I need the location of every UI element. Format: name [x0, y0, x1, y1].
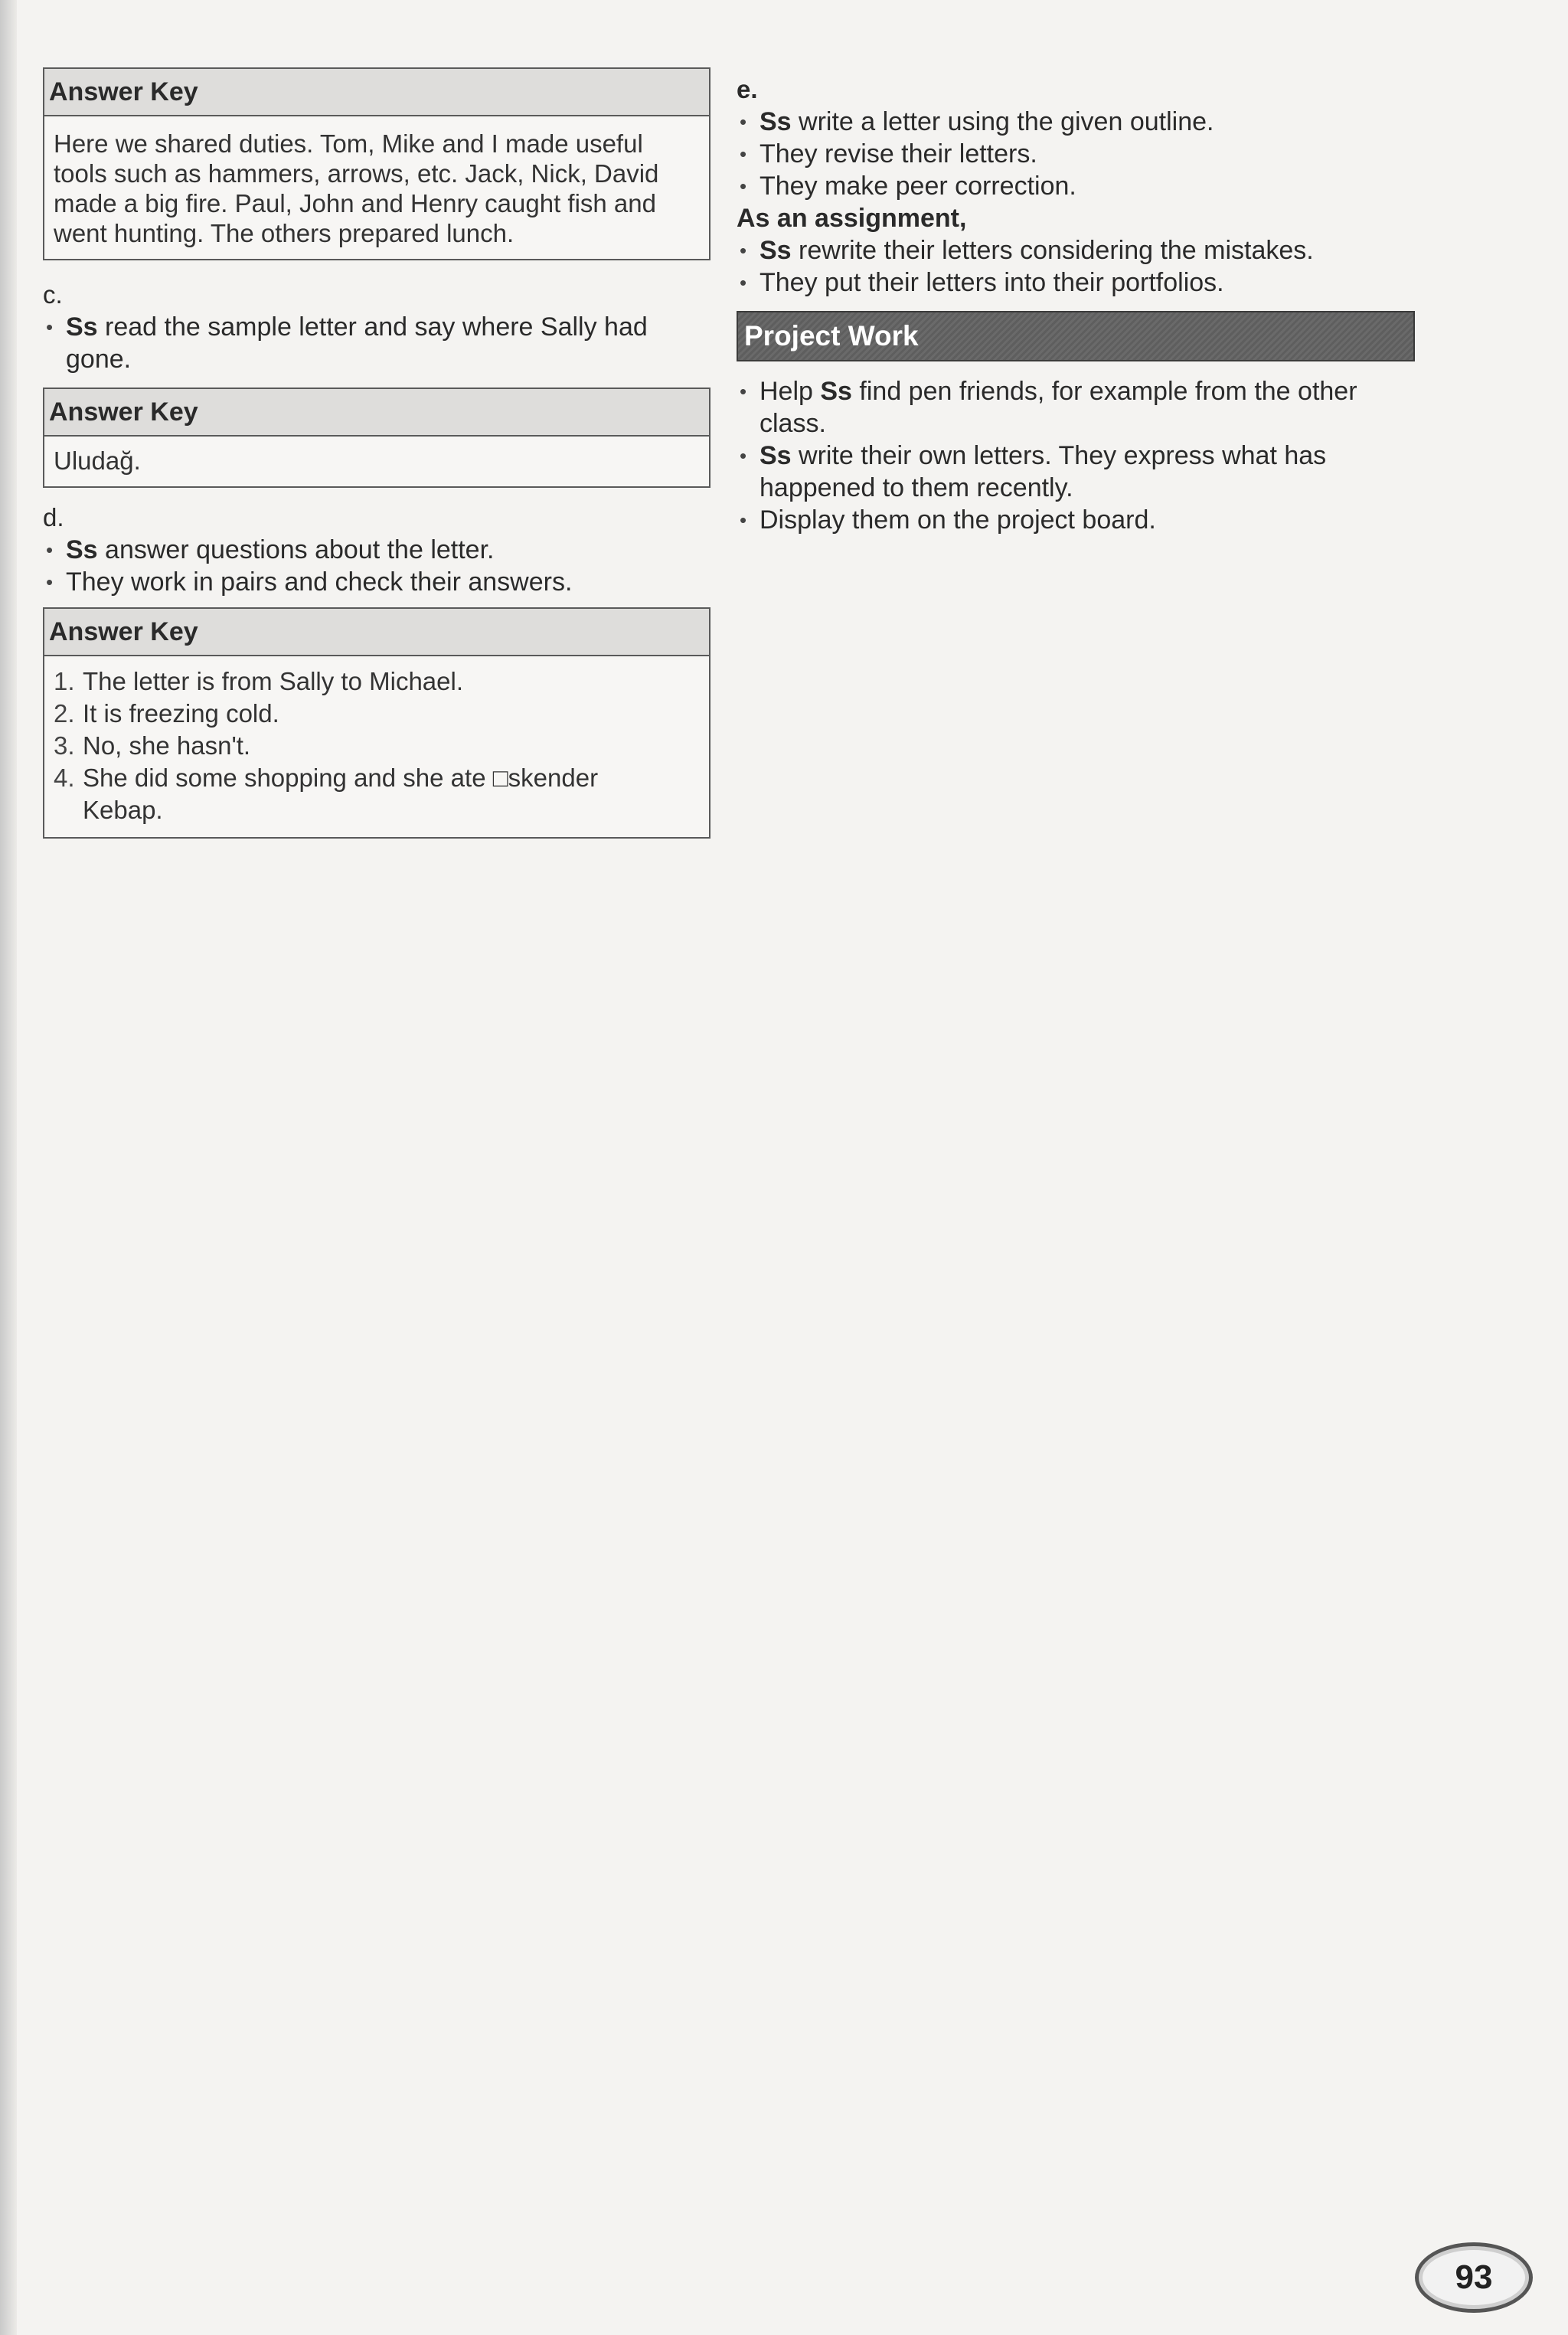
answer-list	[54, 666, 700, 826]
answer-key-box-2	[43, 388, 710, 488]
answer-number: 4.	[54, 764, 75, 792]
right-column	[737, 67, 1415, 536]
bullet-text: write their own letters. They express what has	[791, 441, 1327, 470]
answer-text: The letter is from Sally to Michael.	[83, 667, 463, 695]
bullet-text: They put their letters into their portfolios.	[760, 268, 1224, 297]
list-item	[737, 106, 1415, 138]
list-item	[737, 375, 1415, 440]
ss-label: Ss	[760, 236, 792, 265]
list-item	[737, 440, 1415, 504]
list-item	[737, 267, 1415, 299]
answer-key-body: Uludağ.	[54, 446, 141, 475]
answer-key-line: tools such as hammers, arrows, etc. Jack, Nick, David	[54, 159, 659, 188]
answer-key-line: went hunting. The others prepared lunch.	[54, 219, 514, 247]
bullet-text: write a letter using the given outline.	[791, 107, 1214, 136]
ss-label: Ss	[760, 441, 792, 470]
list-item	[737, 170, 1415, 202]
list-item	[737, 504, 1415, 536]
section-label-e: e.	[737, 75, 758, 103]
answer-key-box-1	[43, 67, 710, 260]
bullet-text: Help	[760, 377, 821, 406]
project-work-list	[737, 375, 1415, 536]
ss-label: Ss	[820, 377, 852, 406]
answer-number: 2.	[54, 699, 75, 728]
section-c-list	[43, 311, 710, 375]
answer-text-cont: Kebap.	[83, 796, 163, 824]
bullet-text: answer questions about the letter.	[97, 535, 495, 564]
answer-item	[54, 666, 700, 698]
bullet-text: They revise their letters.	[760, 139, 1037, 168]
answer-key-title: Answer Key	[44, 609, 709, 656]
assignment-list	[737, 234, 1415, 299]
answer-text: She did some shopping and she ate □skender	[83, 764, 599, 792]
list-item	[43, 311, 710, 375]
bullet-text: Display them on the project board.	[760, 505, 1156, 535]
bullet-text: They work in pairs and check their answers.	[66, 567, 573, 597]
answer-key-line: Here we shared duties. Tom, Mike and I made useful	[54, 129, 643, 158]
bullet-text-cont: class.	[760, 409, 826, 438]
section-e-list	[737, 106, 1415, 202]
answer-number: 1.	[54, 667, 75, 695]
bullet-text: They make peer correction.	[760, 172, 1076, 201]
ss-label: Ss	[66, 312, 98, 342]
answer-item	[54, 698, 700, 730]
answer-number: 3.	[54, 731, 75, 760]
bullet-text: rewrite their letters considering the mistakes.	[791, 236, 1314, 265]
list-item	[737, 138, 1415, 170]
page-number: 93	[1415, 2242, 1533, 2313]
answer-key-body	[44, 656, 709, 837]
section-d-list	[43, 534, 710, 598]
assignment-heading: As an assignment,	[737, 204, 967, 233]
answer-key-line: made a big fire. Paul, John and Henry caught fish and	[54, 189, 656, 217]
page-spine-shadow	[0, 0, 17, 2335]
list-item	[737, 234, 1415, 267]
list-item	[43, 534, 710, 566]
ss-label: Ss	[760, 107, 792, 136]
bullet-text: find pen friends, for example from the other	[851, 377, 1357, 406]
section-label-c: c.	[43, 280, 63, 309]
answer-key-title: Answer Key	[44, 69, 709, 116]
section-label-d: d.	[43, 503, 64, 531]
answer-text: It is freezing cold.	[83, 699, 279, 728]
answer-item	[54, 730, 700, 762]
bullet-text-cont: gone.	[66, 345, 132, 374]
bullet-text: read the sample letter and say where Sally had	[97, 312, 648, 342]
answer-item	[54, 762, 700, 826]
list-item	[43, 566, 710, 598]
answer-key-title: Answer Key	[44, 389, 709, 437]
ss-label: Ss	[66, 535, 98, 564]
answer-key-body	[44, 116, 709, 259]
answer-text: No, she hasn't.	[83, 731, 251, 760]
project-work-heading: Project Work	[737, 311, 1415, 361]
bullet-text-cont: happened to them recently.	[760, 473, 1073, 502]
left-column	[43, 67, 710, 852]
answer-key-box-3	[43, 607, 710, 839]
